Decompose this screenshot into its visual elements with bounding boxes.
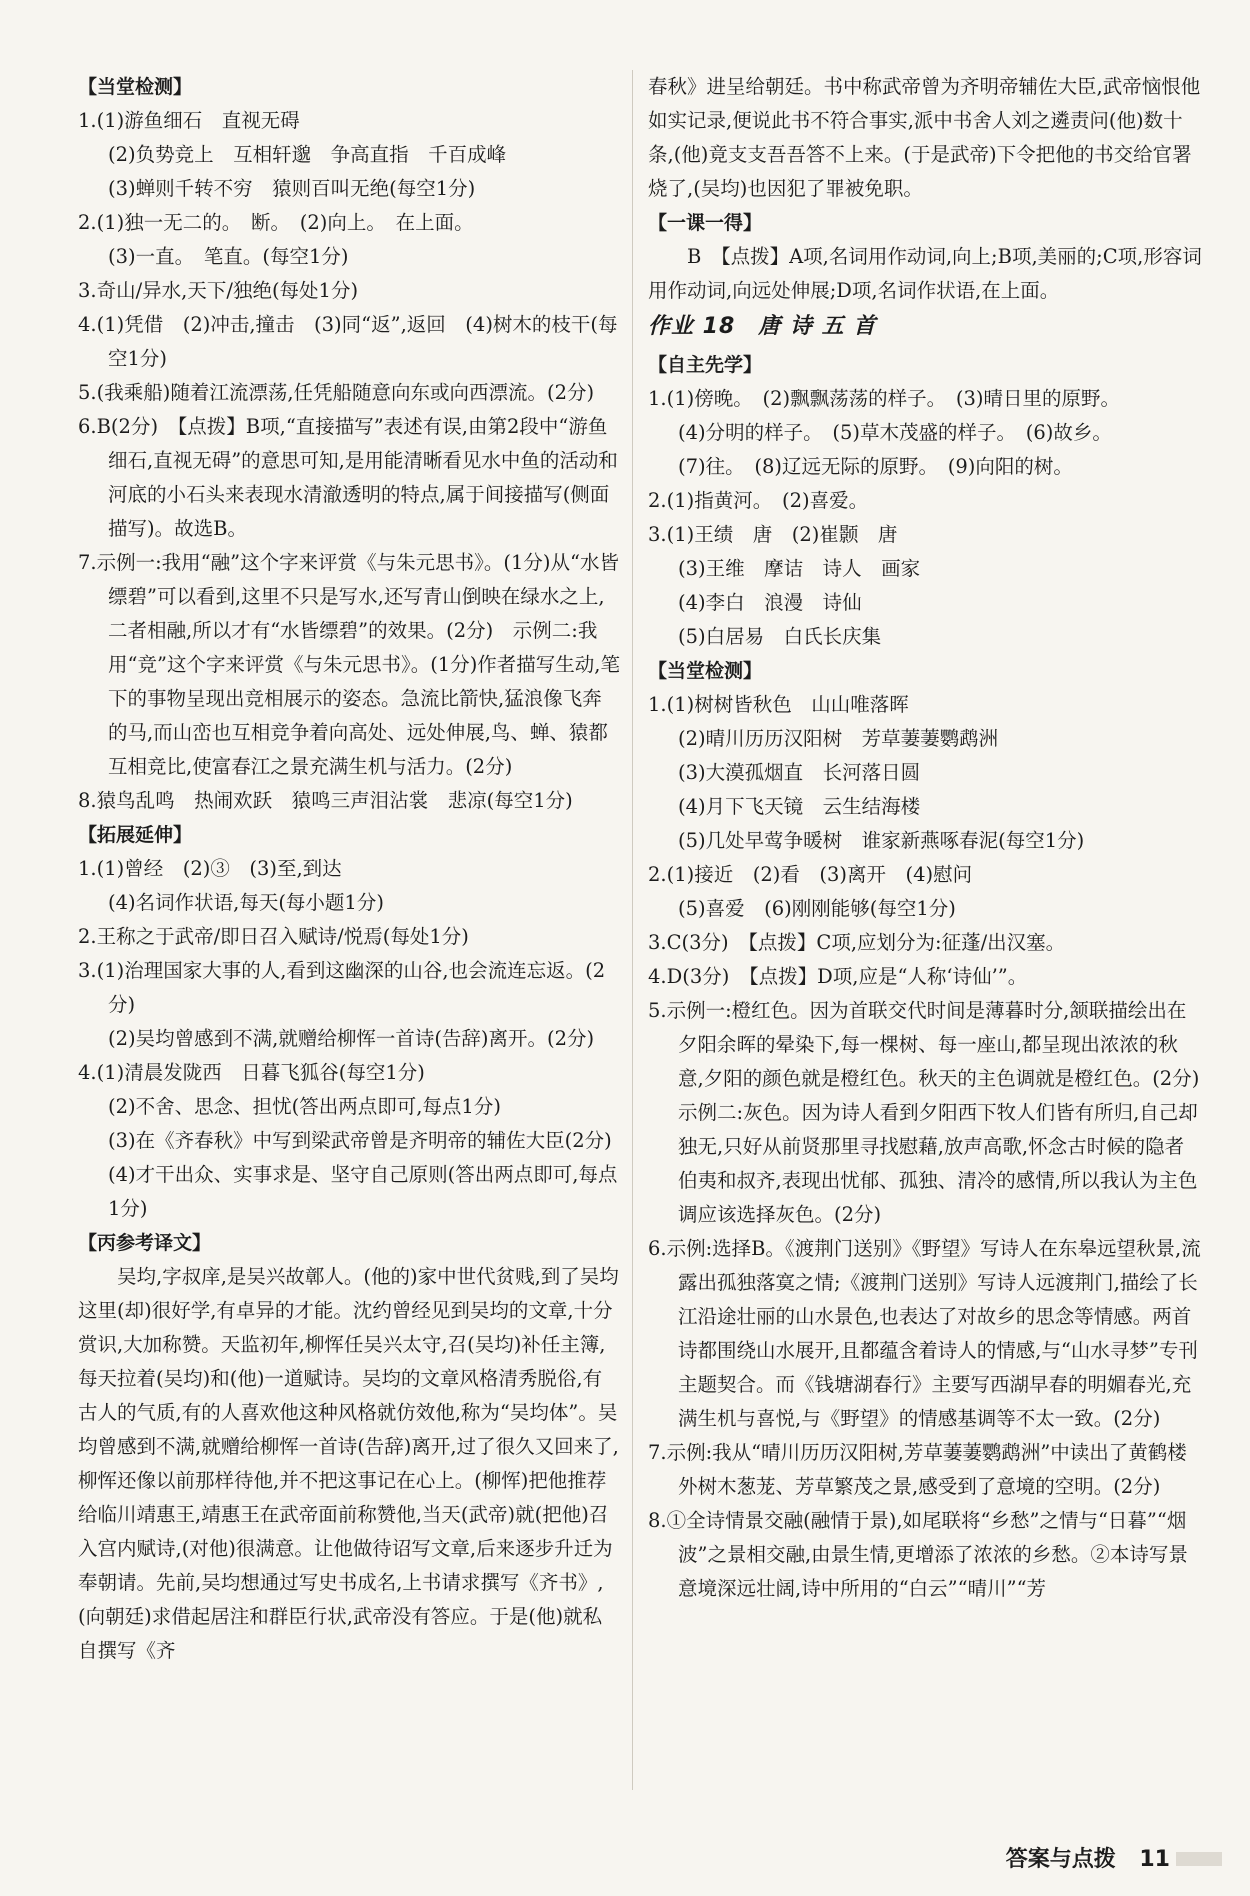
text-line: 1.(1)游鱼细石 直视无碍 (78, 109, 300, 132)
left-column (78, 70, 620, 1668)
text-line: 7.示例:我从“晴川历历汉阳树,芳草萋萋鹦鹉洲”中读出了黄鹤楼外树木葱茏、芳草繁茂之景,感受到了意境的空明。(2分) (648, 1441, 1187, 1498)
section-heading: 【当堂检测】 (78, 76, 193, 98)
text-line: 4.(1)清晨发陇西 日暮飞狐谷(每空1分) (78, 1061, 425, 1084)
section-heading: 【自主先学】 (648, 354, 763, 376)
text-line: 3.奇山/异水,天下/独绝(每处1分) (78, 279, 359, 302)
text-line: 1.(1)树树皆秋色 山山唯落晖 (648, 693, 909, 716)
text-line: (5)白居易 白氏长庆集 (678, 625, 882, 648)
text-line: 4.D(3分) 【点拨】D项,应是“人称‘诗仙’”。 (648, 965, 1028, 988)
section-heading: 【拓展延伸】 (78, 824, 193, 846)
text-line: 1.(1)曾经 (2)③ (3)至,到达 (78, 857, 342, 880)
text-line: (5)几处早莺争暖树 谁家新燕啄春泥(每空1分) (678, 829, 1085, 852)
text-line: 1.(1)傍晚。 (2)飘飘荡荡的样子。 (3)晴日里的原野。 (648, 387, 1120, 410)
right-column (648, 70, 1203, 1606)
text-line: 5.示例一:橙红色。因为首联交代时间是薄暮时分,颔联描绘出在夕阳余晖的晕染下,每一棵树、每一座山,都呈现出浓浓的秋意,夕阳的颜色就是橙红色。秋天的主色调就是橙红色。(2分) (648, 999, 1200, 1090)
text-line: (3)大漠孤烟直 长河落日圆 (678, 761, 921, 784)
text-line: 3.(1)治理国家大事的人,看到这幽深的山谷,也会流连忘返。(2分) (78, 959, 606, 1016)
text-line: (5)喜爱 (6)刚刚能够(每空1分) (678, 897, 956, 920)
text-line: 2.王称之于武帝/即日召入赋诗/悦焉(每处1分) (78, 925, 469, 948)
text-line: (2)不舍、思念、担忧(答出两点即可,每点1分) (108, 1095, 501, 1118)
text-line: (4)李白 浪漫 诗仙 (678, 591, 862, 614)
text-line: (3)蝉则千转不穷 猿则百叫无绝(每空1分) (108, 177, 476, 200)
text-line: (2)晴川历历汉阳树 芳草萋萋鹦鹉洲 (678, 727, 999, 750)
text-line: 2.(1)指黄河。 (2)喜爱。 (648, 489, 869, 512)
text-line: 8.猿鸟乱鸣 热闹欢跃 猿鸣三声泪沾裳 悲凉(每空1分) (78, 789, 573, 812)
page-footer (1006, 1842, 1170, 1873)
section-heading: 【当堂检测】 (648, 660, 763, 682)
text-line: B 【点拨】A项,名词用作动词,向上;B项,美丽的;C项,形容词用作动词,向远处伸展;D项,名词作状语,在上面。 (648, 245, 1202, 302)
page-number: 11 (1139, 1847, 1170, 1872)
column-divider (632, 70, 633, 1790)
text-line: (7)往。 (8)辽远无际的原野。 (9)向阳的树。 (678, 455, 1073, 478)
text-line: (3)一直。 笔直。(每空1分) (108, 245, 349, 268)
text-line: 2.(1)接近 (2)看 (3)离开 (4)慰问 (648, 863, 973, 886)
text-line: 示例二:灰色。因为诗人看到夕阳西下牧人们皆有所归,自己却独无,只好从前贤那里寻找慰藉,放声高歌,怀念古时候的隐者伯夷和叔齐,表现出忧郁、孤独、清冷的感情,所以我认为主色调应该选择灰色。(2分) (678, 1101, 1198, 1226)
text-line: 7.示例一:我用“融”这个字来评赏《与朱元思书》。(1分)从“水皆缥碧”可以看到,这里不只是写水,还写青山倒映在绿水之上,二者相融,所以才有“水皆缥碧”的效果。(2分) 示例二:我用“竞”这个字来评赏《与朱元思书》。(1分)作者描写生动,笔下的事物呈现出竞相展示的姿态。急流比箭快,猛浪像飞奔的马,而山峦也互相竞争着向高处、远处伸展,鸟、蝉、猿都互相竞比,使富春江之景充满生机与活力。(2分) (78, 551, 621, 778)
text-line: (4)月下飞天镜 云生结海楼 (678, 795, 921, 818)
section-heading: 【丙参考译文】 (78, 1232, 212, 1254)
text-line: 春秋》进呈给朝廷。书中称武帝曾为齐明帝辅佐大臣,武帝恼恨他如实记录,便说此书不符合事实,派中书舍人刘之遴责问(他)数十条,(他)竟支支吾吾答不上来。(于是武帝)下令把他的书交给官署烧了,(吴均)也因犯了罪被免职。 (648, 75, 1201, 200)
text-line: (3)在《齐春秋》中写到梁武帝曾是齐明帝的辅佐大臣(2分) (108, 1129, 612, 1152)
footer-label: 答案与点拨 (1005, 1847, 1116, 1872)
text-line: 2.(1)独一无二的。 断。 (2)向上。 在上面。 (78, 211, 474, 234)
text-line: 3.C(3分) 【点拨】C项,应划分为:征蓬/出汉塞。 (648, 931, 1066, 954)
assignment-title: 作业 18 唐 诗 五 首 (648, 314, 877, 339)
text-line: (2)吴均曾感到不满,就赠给柳恽一首诗(告辞)离开。(2分) (108, 1027, 595, 1050)
text-line: 6.B(2分) 【点拨】B项,“直接描写”表述有误,由第2段中“游鱼细石,直视无碍”的意思可知,是用能清晰看见水中鱼的活动和河底的小石头来表现水清澈透明的特点,属于间接描写(侧面描写)。故选B。 (78, 415, 618, 540)
text-line: (4)才干出众、实事求是、坚守自己原则(答出两点即可,每点1分) (108, 1163, 618, 1220)
text-line: 5.(我乘船)随着江流漂荡,任凭船随意向东或向西漂流。(2分) (78, 381, 595, 404)
text-line: (3)王维 摩诘 诗人 画家 (678, 557, 921, 580)
text-line: 吴均,字叔庠,是吴兴故鄣人。(他的)家中世代贫贱,到了吴均这里(却)很好学,有卓异的才能。沈约曾经见到吴均的文章,十分赏识,大加称赞。天监初年,柳恽任吴兴太守,召(吴均)补任主簿,每天拉着(吴均)和(他)一道赋诗。吴均的文章风格清秀脱俗,有古人的气质,有的人喜欢他这种风格就仿效他,称为“吴均体”。吴均曾感到不满,就赠给柳恽一首诗(告辞)离开,过了很久又回来了,柳恽还像以前那样待他,并不把这事记在心上。(柳恽)把他推荐给临川靖惠王,靖惠王在武帝面前称赞他,当天(武帝)就(把他)召入宫内赋诗,(对他)很满意。让他做待诏写文章,后来逐步升迁为奉朝请。先前,吴均想通过写史书成名,上书请求撰写《齐书》,(向朝廷)求借起居注和群臣行状,武帝没有答应。于是(他)就私自撰写《齐 (78, 1265, 619, 1662)
text-line: 3.(1)王绩 唐 (2)崔颢 唐 (648, 523, 898, 546)
text-line: 4.(1)凭借 (2)冲击,撞击 (3)同“返”,返回 (4)树木的枝干(每空1分) (78, 313, 618, 370)
footer-bar (1176, 1852, 1222, 1866)
text-line: 8.①全诗情景交融(融情于景),如尾联将“乡愁”之情与“日暮”“烟波”之景相交融,由景生情,更增添了浓浓的乡愁。②本诗写景意境深远壮阔,诗中所用的“白云”“晴川”“芳 (648, 1509, 1188, 1600)
text-line: (4)分明的样子。 (5)草木茂盛的样子。 (6)故乡。 (678, 421, 1112, 444)
text-line: 6.示例:选择B。《渡荆门送别》《野望》写诗人在东皋远望秋景,流露出孤独落寞之情;《渡荆门送别》写诗人远渡荆门,描绘了长江沿途壮丽的山水景色,也表达了对故乡的思念等情感。两首诗都围绕山水展开,且都蕴含着诗人的情感,与“山水寻梦”专刊主题契合。而《钱塘湖春行》主要写西湖早春的明媚春光,充满生机与喜悦,与《野望》的情感基调等不太一致。(2分) (648, 1237, 1201, 1430)
text-line: (4)名词作状语,每天(每小题1分) (108, 891, 384, 914)
text-line: (2)负势竞上 互相轩邈 争高直指 千百成峰 (108, 143, 507, 166)
section-heading: 【一课一得】 (648, 212, 763, 234)
